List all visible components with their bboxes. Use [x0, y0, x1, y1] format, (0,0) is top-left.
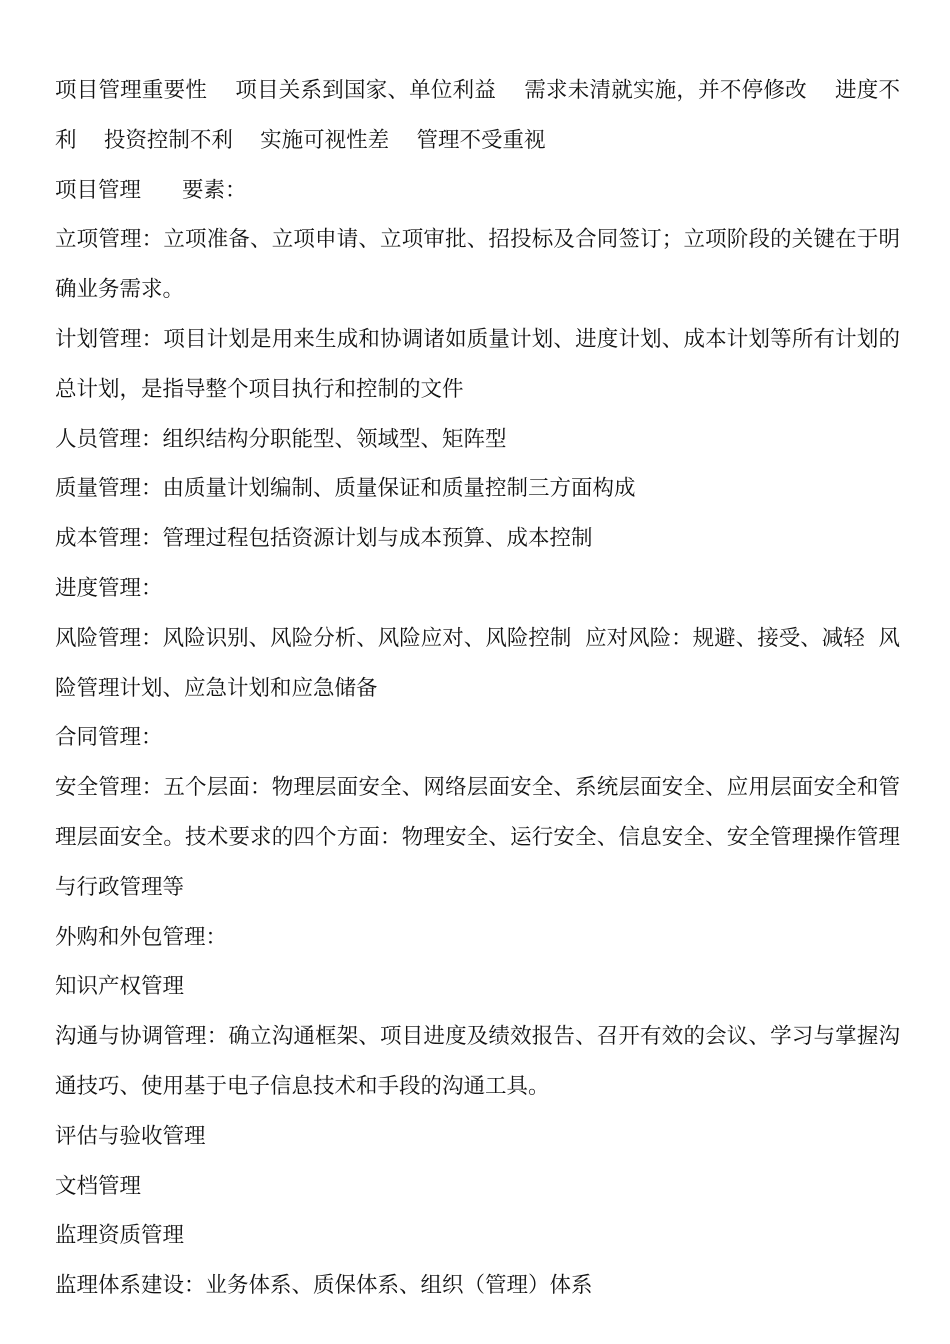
paragraph-plan-management: 计划管理：项目计划是用来生成和协调诸如质量计划、进度计划、成本计划等所有计划的总计划，是指导整个项目执行和控制的文件 [55, 326, 900, 402]
paragraph-quality-management: 质量管理：由质量计划编制、质量保证和质量控制三方面构成 [55, 476, 636, 502]
paragraph-contract-management: 合同管理： [55, 725, 163, 751]
paragraph-schedule-management: 进度管理： [55, 575, 163, 601]
document-body [55, 66, 900, 1311]
paragraph-security-management: 安全管理：五个层面：物理层面安全、网络层面安全、系统层面安全、应用层面安全和管理层面安全。技术要求的四个方面：物理安全、运行安全、信息安全、安全管理操作管理与行政管理等 [55, 775, 900, 900]
paragraph-acceptance-management: 评估与验收管理 [55, 1123, 206, 1149]
paragraph-personnel-management: 人员管理：组织结构分职能型、领域型、矩阵型 [55, 426, 507, 452]
paragraph-system-construction: 监理体系建设：业务体系、质保体系、组织（管理）体系 [55, 1273, 593, 1299]
paragraph-document-management: 文档管理 [55, 1173, 142, 1199]
paragraph-initiation-management: 立项管理：立项准备、立项申请、立项审批、招投标及合同签订；立项阶段的关键在于明确业务需求。 [55, 227, 900, 303]
paragraph-importance: 项目管理重要性 项目关系到国家、单位利益 需求未清就实施，并不停修改 进度不利 投资控制不利 实施可视性差 管理不受重视 [55, 78, 900, 153]
paragraph-ip-management: 知识产权管理 [55, 974, 185, 1000]
paragraph-cost-management: 成本管理：管理过程包括资源计划与成本预算、成本控制 [55, 526, 593, 552]
paragraph-risk-management: 风险管理：风险识别、风险分析、风险应对、风险控制 应对风险：规避、接受、减轻 风险管理计划、应急计划和应急储备 [55, 625, 900, 701]
paragraph-elements-heading: 项目管理 要素： [55, 177, 247, 203]
paragraph-qualification-management: 监理资质管理 [55, 1223, 185, 1249]
paragraph-communication-management: 沟通与协调管理：确立沟通框架、项目进度及绩效报告、召开有效的会议、学习与掌握沟通技巧、使用基于电子信息技术和手段的沟通工具。 [55, 1024, 900, 1099]
paragraph-outsourcing-management: 外购和外包管理： [55, 924, 228, 950]
